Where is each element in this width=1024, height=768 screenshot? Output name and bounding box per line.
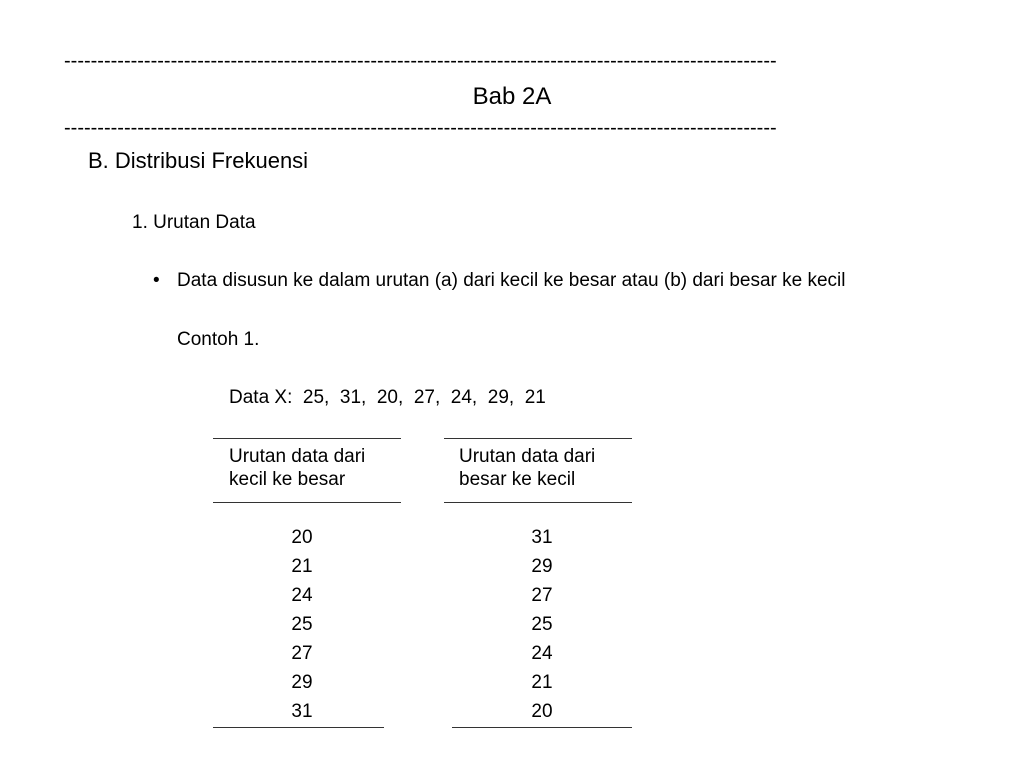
descending-header: Urutan data dari besar ke kecil <box>459 446 596 490</box>
section-heading: B. Distribusi Frekuensi <box>88 148 309 173</box>
descending-values-list <box>502 523 582 726</box>
bullet-text: Data disusun ke dalam urutan (a) dari kecil ke besar atau (b) dari besar ke kecil <box>177 270 846 291</box>
descending-top-rule <box>444 438 632 439</box>
descending-value: 20 <box>531 701 553 722</box>
example-label: Contoh 1. <box>177 329 260 350</box>
bullet-symbol: • <box>153 270 160 291</box>
ascending-value: 31 <box>291 701 313 722</box>
ascending-header-rule <box>213 502 401 503</box>
ascending-top-rule <box>213 438 401 439</box>
ascending-value: 24 <box>291 585 313 606</box>
ascending-value: 29 <box>291 672 313 693</box>
ascending-bottom-rule <box>213 727 384 728</box>
chapter-title: Bab 2A <box>472 83 552 110</box>
descending-value: 29 <box>531 556 553 577</box>
ascending-value: 21 <box>291 556 313 577</box>
ascending-header: Urutan data dari kecil ke besar <box>229 446 366 490</box>
bottom-divider: ----------------------------------------------------------------------------------------------------------- <box>64 117 777 139</box>
data-line: Data X: 25, 31, 20, 27, 24, 29, 21 <box>229 387 546 408</box>
descending-value: 21 <box>531 672 553 693</box>
ascending-value: 27 <box>291 643 313 664</box>
ascending-value: 20 <box>291 527 313 548</box>
ascending-values-list <box>262 523 342 726</box>
descending-bottom-rule <box>452 727 632 728</box>
descending-header-rule <box>444 502 632 503</box>
subsection-heading: 1. Urutan Data <box>132 212 256 233</box>
ascending-value: 25 <box>291 614 313 635</box>
top-divider: ----------------------------------------------------------------------------------------------------------- <box>64 50 777 72</box>
descending-value: 24 <box>531 643 553 664</box>
descending-value: 25 <box>531 614 553 635</box>
descending-value: 27 <box>531 585 553 606</box>
descending-value: 31 <box>531 527 553 548</box>
